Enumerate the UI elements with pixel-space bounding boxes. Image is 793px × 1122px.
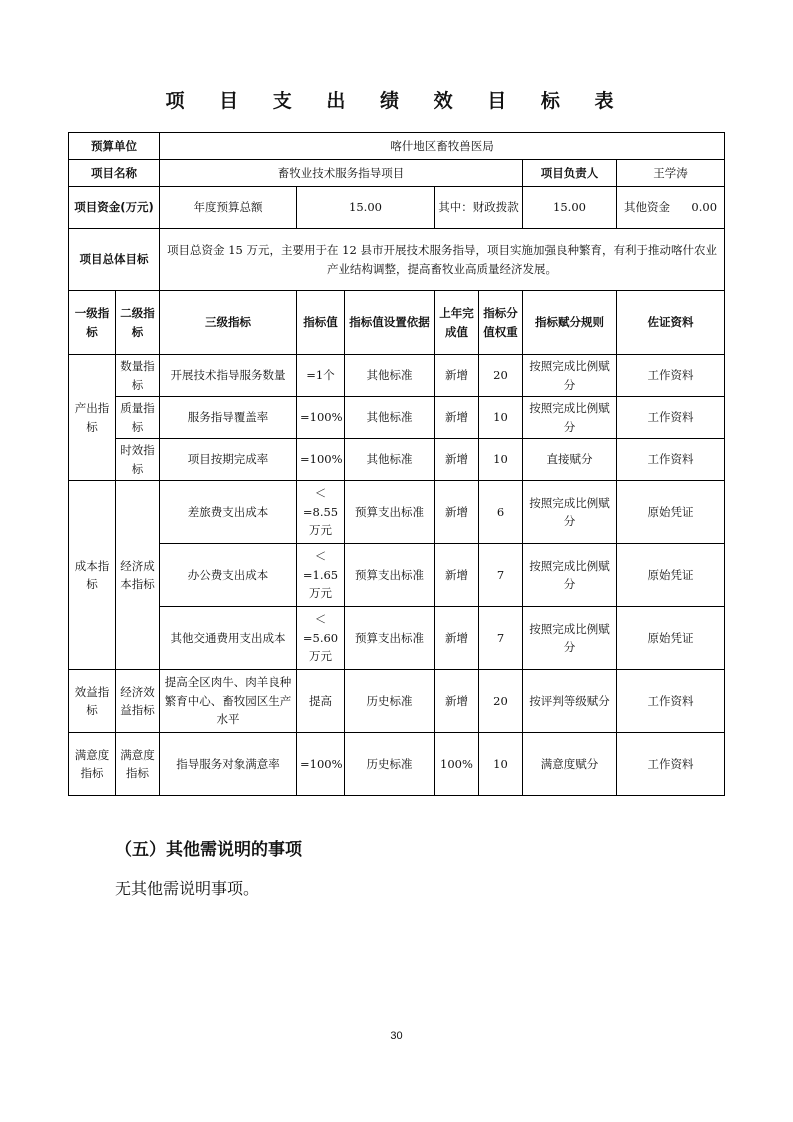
col-weight: 指标分值权重 [479,291,523,355]
row-weight: 7 [479,607,523,670]
group-satisfaction: 满意度指标 [69,733,116,796]
funds-label: 项目资金(万元) [69,187,160,229]
table-row [69,160,725,187]
table-row [69,544,725,607]
group-satisfaction-sub: 满意度指标 [116,733,160,796]
row-prev: 100% [435,733,479,796]
row-rule: 按照完成比例赋分 [523,397,617,439]
group-cost: 成本指标 [69,481,116,670]
row-value: ＜=5.60万元 [297,607,345,670]
table-row [69,733,725,796]
row-value: ＜=8.55万元 [297,481,345,544]
group-output: 产出指标 [69,355,116,481]
other-funds-value: 0.00 [691,200,718,215]
row-evidence: 工作资料 [617,670,725,733]
row-l3: 差旅费支出成本 [160,481,297,544]
row-rule: 按照完成比例赋分 [523,544,617,607]
col-rule: 指标赋分规则 [523,291,617,355]
row-basis: 预算支出标准 [345,607,435,670]
row-rule: 按照完成比例赋分 [523,607,617,670]
row-basis: 其他标准 [345,397,435,439]
table-row [69,397,725,439]
page-title: 项 目 支 出 绩 效 目 标 表 [165,90,628,112]
other-funds-cell [617,187,725,229]
budget-unit-value: 喀什地区畜牧兽医局 [160,133,725,160]
row-prev: 新增 [435,439,479,481]
row-weight: 20 [479,670,523,733]
other-funds-label: 其他资金 [624,200,670,215]
row-weight: 10 [479,439,523,481]
row-rule: 直接赋分 [523,439,617,481]
col-level2: 二级指标 [116,291,160,355]
goal-text: 项目总资金 15 万元，主要用于在 12 县市开展技术服务指导，项目实施加强良种繁育，有利于推动喀什农业产业结构调整，提高畜牧业高质量经济发展。 [160,229,725,291]
row-value: =100% [297,397,345,439]
row-evidence: 原始凭证 [617,607,725,670]
row-prev: 新增 [435,397,479,439]
row-weight: 10 [479,397,523,439]
row-basis: 历史标准 [345,670,435,733]
annual-budget-label: 年度预算总额 [160,187,297,229]
table-row [69,481,725,544]
table-row [69,133,725,160]
project-owner-label: 项目负责人 [523,160,617,187]
row-weight: 6 [479,481,523,544]
row-evidence: 工作资料 [617,355,725,397]
group-cost-economic: 经济成本指标 [116,481,160,670]
row-weight: 20 [479,355,523,397]
col-value: 指标值 [297,291,345,355]
group-benefit: 效益指标 [69,670,116,733]
row-weight: 7 [479,544,523,607]
row-l3: 服务指导覆盖率 [160,397,297,439]
row-l3: 提高全区肉牛、肉羊良种繁育中心、畜牧园区生产水平 [160,670,297,733]
table-row [69,229,725,291]
row-weight: 10 [479,733,523,796]
fiscal-value: 15.00 [523,187,617,229]
row-rule: 按照完成比例赋分 [523,355,617,397]
budget-unit-label: 预算单位 [69,133,160,160]
row-prev: 新增 [435,544,479,607]
row-rule: 按评判等级赋分 [523,670,617,733]
row-evidence: 工作资料 [617,439,725,481]
group-output-quality: 质量指标 [116,397,160,439]
row-prev: 新增 [435,355,479,397]
row-basis: 其他标准 [345,439,435,481]
row-value: 提高 [297,670,345,733]
table-row [69,439,725,481]
column-header-row [69,291,725,355]
row-evidence: 工作资料 [617,733,725,796]
row-value: =1个 [297,355,345,397]
row-l3: 项目按期完成率 [160,439,297,481]
col-evidence: 佐证资料 [617,291,725,355]
row-basis: 其他标准 [345,355,435,397]
row-prev: 新增 [435,481,479,544]
section-body: 无其他需说明事项。 [115,879,260,898]
section-heading: （五）其他需说明的事项 [115,840,302,860]
col-level1: 一级指标 [69,291,116,355]
goal-label: 项目总体目标 [69,229,160,291]
row-prev: 新增 [435,607,479,670]
group-output-quantity: 数量指标 [116,355,160,397]
project-name-value: 畜牧业技术服务指导项目 [160,160,523,187]
table-row [69,670,725,733]
row-value: =100% [297,439,345,481]
col-level3: 三级指标 [160,291,297,355]
row-prev: 新增 [435,670,479,733]
col-basis: 指标值设置依据 [345,291,435,355]
col-prev: 上年完成值 [435,291,479,355]
table-row [69,355,725,397]
row-evidence: 工作资料 [617,397,725,439]
fiscal-label: 其中：财政拨款 [435,187,523,229]
table-row [69,187,725,229]
row-l3: 办公费支出成本 [160,544,297,607]
row-evidence: 原始凭证 [617,544,725,607]
row-l3: 其他交通费用支出成本 [160,607,297,670]
row-basis: 预算支出标准 [345,544,435,607]
row-basis: 历史标准 [345,733,435,796]
row-value: =100% [297,733,345,796]
performance-target-table [68,132,725,796]
group-benefit-economic: 经济效益指标 [116,670,160,733]
page-number: 30 [390,1030,403,1042]
group-output-time: 时效指标 [116,439,160,481]
row-basis: 预算支出标准 [345,481,435,544]
row-evidence: 原始凭证 [617,481,725,544]
table-row [69,607,725,670]
row-rule: 按照完成比例赋分 [523,481,617,544]
row-rule: 满意度赋分 [523,733,617,796]
project-name-label: 项目名称 [69,160,160,187]
project-owner-value: 王学涛 [617,160,725,187]
row-l3: 指导服务对象满意率 [160,733,297,796]
annual-budget-value: 15.00 [297,187,435,229]
row-l3: 开展技术指导服务数量 [160,355,297,397]
row-value: ＜=1.65万元 [297,544,345,607]
